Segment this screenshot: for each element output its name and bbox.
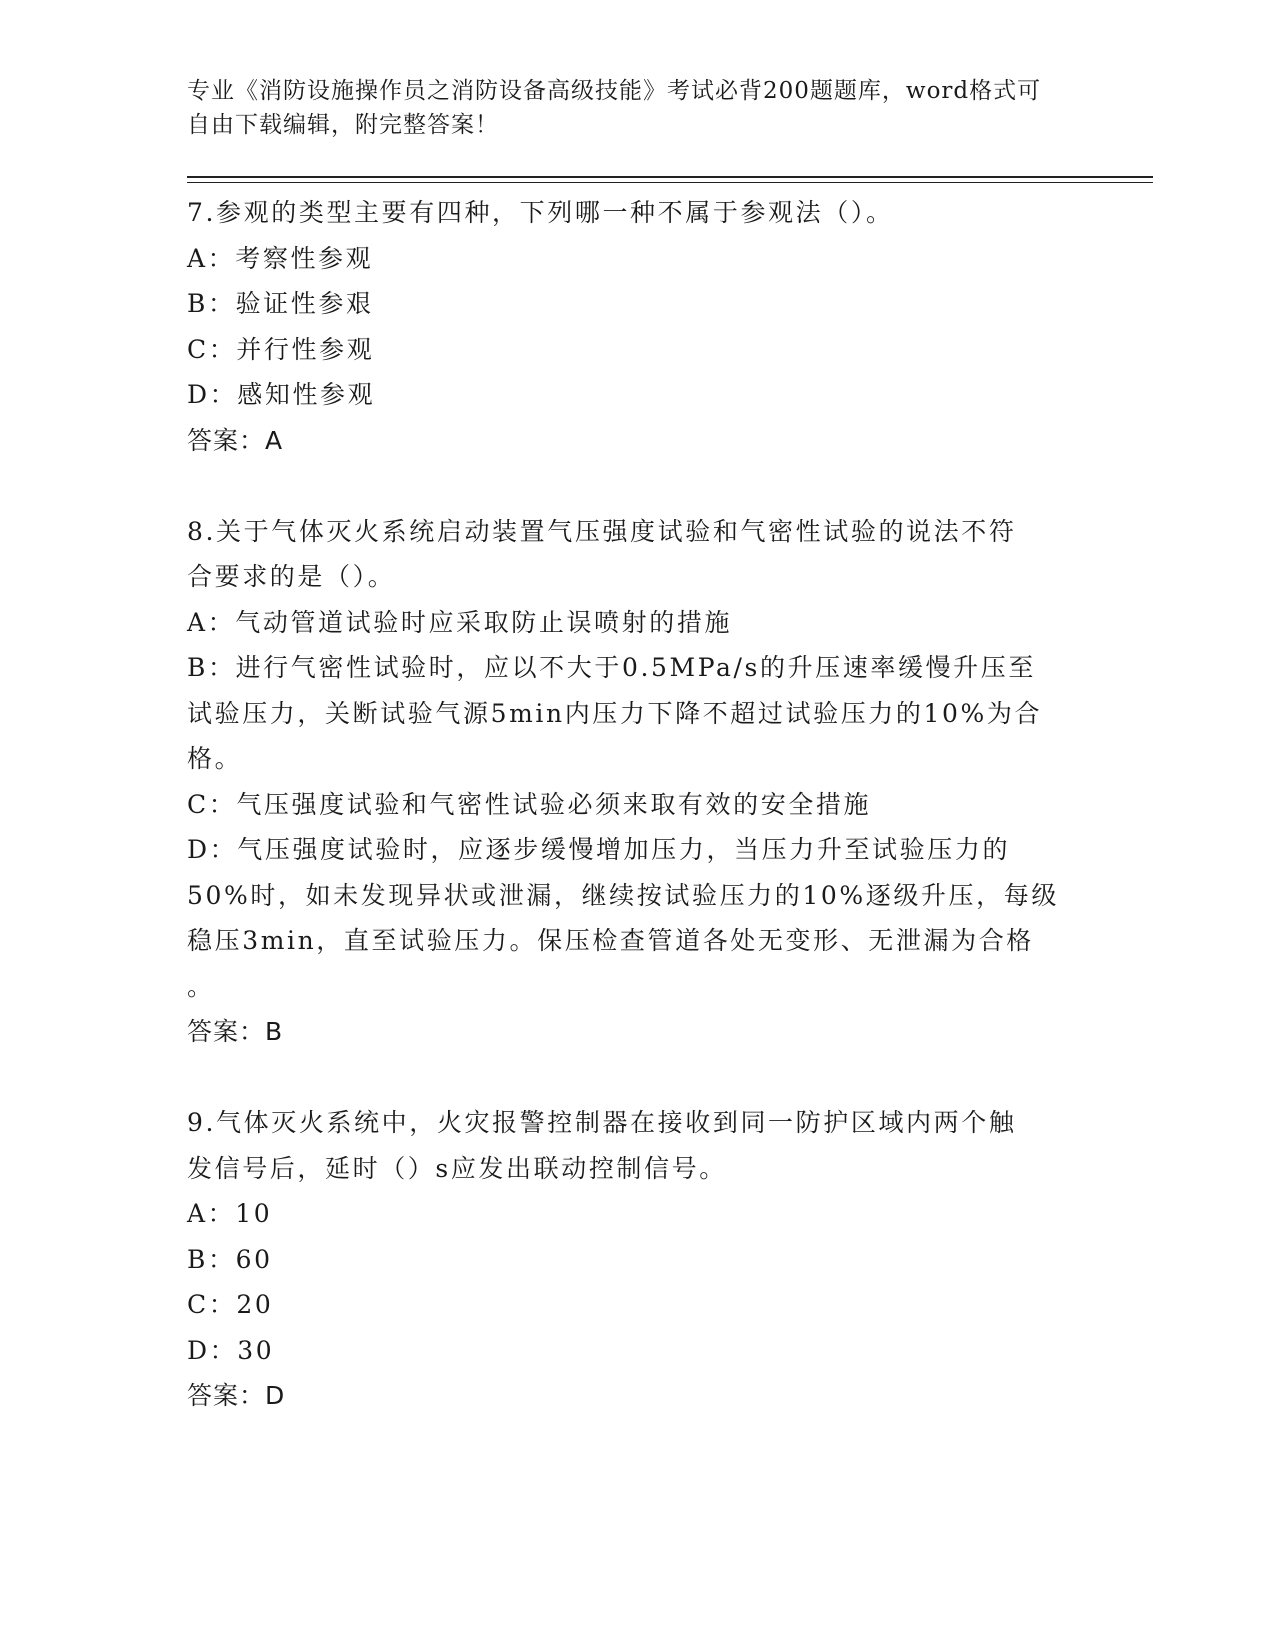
option-b: B：验证性参艰 — [187, 289, 374, 318]
header-line-1: 专业《消防设施操作员之消防设备高级技能》考试必背200题题库，word格式可 — [187, 78, 1042, 104]
question-list — [187, 190, 1067, 1419]
question-stem-cont: 发信号后，延时（）s应发出联动控制信号。 — [187, 1153, 727, 1183]
option-a: A：气动管道试验时应采取防止误喷射的措施 — [187, 607, 733, 637]
option-d-cont: 50%时，如未发现异状或泄漏，继续按试验压力的10%逐级升压，每级 — [187, 880, 1059, 910]
answer-label: 答案：D — [187, 1381, 286, 1410]
question-stem: 8.关于气体灭火系统启动装置气压强度试验和气密性试验的说法不符 — [187, 516, 1017, 546]
question-7 — [187, 190, 1067, 463]
option-b: B：60 — [187, 1244, 273, 1274]
option-c: C：并行性参观 — [187, 334, 375, 364]
option-a: A：考察性参观 — [187, 243, 374, 273]
header-line-2: 自由下载编辑，附完整答案！ — [187, 112, 499, 138]
question-stem: 7.参观的类型主要有四种，下列哪一种不属于参观法（）。 — [187, 198, 894, 227]
option-c: C：气压强度试验和气密性试验必须来取有效的安全措施 — [187, 789, 872, 819]
option-d-cont: 稳压3min，直至试验压力。保压检查管道各处无变形、无泄漏为合格 — [187, 926, 1034, 955]
question-spacer — [187, 463, 1067, 509]
option-c: C：20 — [187, 1290, 274, 1319]
option-b-cont: 格。 — [187, 744, 243, 773]
question-spacer — [187, 1055, 1067, 1101]
question-9 — [187, 1100, 1067, 1419]
option-d-cont: 。 — [187, 971, 215, 1001]
option-a: A：10 — [187, 1199, 273, 1228]
header-rule-thin — [187, 182, 1153, 183]
answer-label: 答案：B — [187, 1017, 284, 1046]
question-stem: 9.气体灭火系统中，火灾报警控制器在接收到同一防护区域内两个触 — [187, 1108, 1017, 1137]
answer-label: 答案：A — [187, 425, 284, 455]
option-d: D：30 — [187, 1335, 275, 1365]
question-8 — [187, 509, 1067, 1055]
option-b: B：进行气密性试验时，应以不大于0.5MPa/s的升压速率缓慢升压至 — [187, 653, 1036, 682]
header-rule-thick — [187, 176, 1153, 178]
option-d: D：感知性参观 — [187, 380, 376, 409]
option-d: D：气压强度试验时，应逐步缓慢增加压力，当压力升至试验压力的 — [187, 835, 1011, 864]
option-b-cont: 试验压力，关断试验气源5min内压力下降不超过试验压力的10%为合 — [187, 698, 1043, 728]
question-stem-cont: 合要求的是（）。 — [187, 562, 396, 591]
document-header — [187, 74, 1067, 142]
